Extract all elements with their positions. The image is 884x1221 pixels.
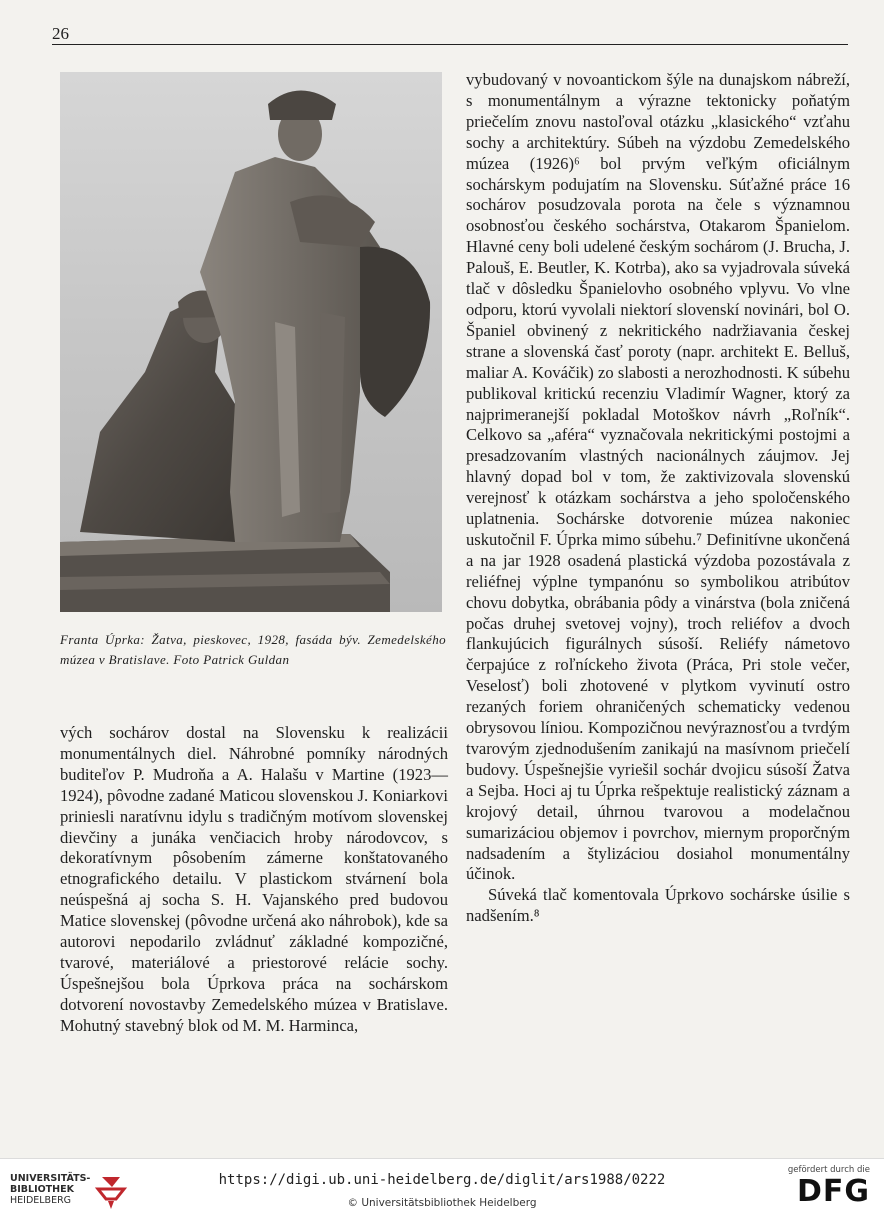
- funding-note: gefördert durch die: [787, 1165, 870, 1175]
- right-paragraph-1: vybudovaný v novoantickom šýle na dunajskom nábreží, s monumentálnym a výrazne tektonicky poňatým priečelím znovu nastoľoval otázku „klasického“ vzťahu sochy a architektúry. Súbeh na výzdobu Zemedelského múzea (1926)⁶ bol prvým veľkým oficiálnym sochárskym podujatím na Slovensku. Súťažné práce 16 sochárov posudzovala porota na čele s významnou osobnosťou českého sochárstva, Otakarom Španielom. Hlavné ceny boli udelené českým sochárom (J. Brucha, J. Palouš, E. Beutler, K. Kotrba), ako sa vyjadrovala súveká tlač v dôsledku Španielovho osobného vplyvu. Vo vlne odporu, ktorú vyvolali niektorí slovenskí novinári, bol O. Španiel obvinený z nekritického nadržiavania českej strane a slovenská časť poroty (napr. architekt E. Belluš, maliar A. Kováčik) zo slabosti a nerozhodnosti. K súbehu publikoval kritickú recenziu Vladimír Wagner, ktorý za najprimeranejší pokladal Motoškov návrh „Roľník“. Celkovo sa „aféra“ vyznačovala nekritickými postojmi a presadzovaním vlastných nacionálnych záujmov. Jej hlavný dopad bol v tom, že zaktivizovala slovenskú verejnosť k otázkam sochárstva a jeho spoločenského uplatnenia. Sochárske dotvorenie múzea nakoniec uskutočnil F. Úprka mimo súbehu.⁷ Definitívne ukončená a na jar 1928 osadená plastická výzdoba pozostávala z reliéfnej výplne tympanónu so symbolikou atribútov chovu dobytka, obrábania pôdy a vinárstva (bola zničená počas druhej svetovej vojny), troch reliéfov a dvoch flankujúcich figurálnych súsoší. Reliéfy námetovo čerpajúce z roľníckeho života (Práca, Pri stole večer, Veselosť) boli zhotovené v plytkom vyvinutí ostro rezaných foriem ohraničených schematicky vedenou obrysovou líniou. Kompozičnou nevýraznosťou a tvrdým tvarovým zjednodušením zanikajú na masívnom priečelí budovy. Úspešnejšie vyriešil sochár dvojicu súsoší Žatva a Sejba. Hoci aj tu Úprka rešpektuje realistický záznam a krojový detail, úhrnou tvarovou a modelačnou sumarizáciou objemov i povrchov, miernym proporčným nadsadením a štylizáciou dosiahol monumentálny účinok.: [466, 70, 850, 884]
- left-column: [60, 723, 448, 1037]
- dfg-logo-text: DFG: [796, 1174, 870, 1209]
- document-url-link[interactable]: https://digi.ub.uni-heidelberg.de/diglit/ars1988/0222: [218, 1172, 666, 1188]
- right-paragraph-2: Súveká tlač komentovala Úprkovo sochárske úsilie s nadšením.⁸: [466, 885, 850, 926]
- library-name-line-3: HEIDELBERG: [10, 1195, 72, 1206]
- left-paragraph: vých sochárov dostal na Slovensku k realizácii monumentálnych diel. Náhrobné pomníky národných buditeľov P. Mudroňa a A. Halašu v Martine (1923—1924), pôvodne zadané Maticou slovenskou J. Koniarkovi priniesli naratívnu idylu s tradičným motívom slovenskej dievčiny a junáka venčiacich hroby národovcov, s dekoratívnym pôsobením zámerne konštatovaného etnografického detailu. V plastickom stvárnení bola neúspešná aj socha S. H. Vajanského pred budovou Matice slovenskej (pôvodne určená ako náhrobok), kde sa autorovi nepodarilo zvládnuť základné kompozičné, tvarové, materiálové a priestorové relácie sochy. Úspešnejšou bola Úprkova práca na sochárskom dotvorení novostavby Zemedelského múzea v Bratislave. Mohutný stavebný blok od M. M. Harminca,: [60, 723, 448, 1035]
- right-column: [466, 70, 850, 927]
- copyright-notice: © Universitätsbibliothek Heidelberg: [347, 1197, 537, 1209]
- dfg-funding-logo[interactable]: [780, 1165, 870, 1215]
- header-rule: [52, 44, 848, 45]
- viewer-footer: [0, 1158, 884, 1221]
- page-number: 26: [52, 24, 69, 43]
- sculpture-photo: [60, 72, 442, 612]
- photo-caption: Franta Úprka: Žatva, pieskovec, 1928, fasáda býv. Zemedelského múzea v Bratislave. Foto Patrick Guldan: [60, 632, 446, 667]
- library-name-line-1: UNIVERSITÄTS-: [10, 1173, 91, 1184]
- library-name-line-2: BIBLIOTHEK: [10, 1184, 74, 1195]
- sculpture-illustration: [60, 72, 442, 612]
